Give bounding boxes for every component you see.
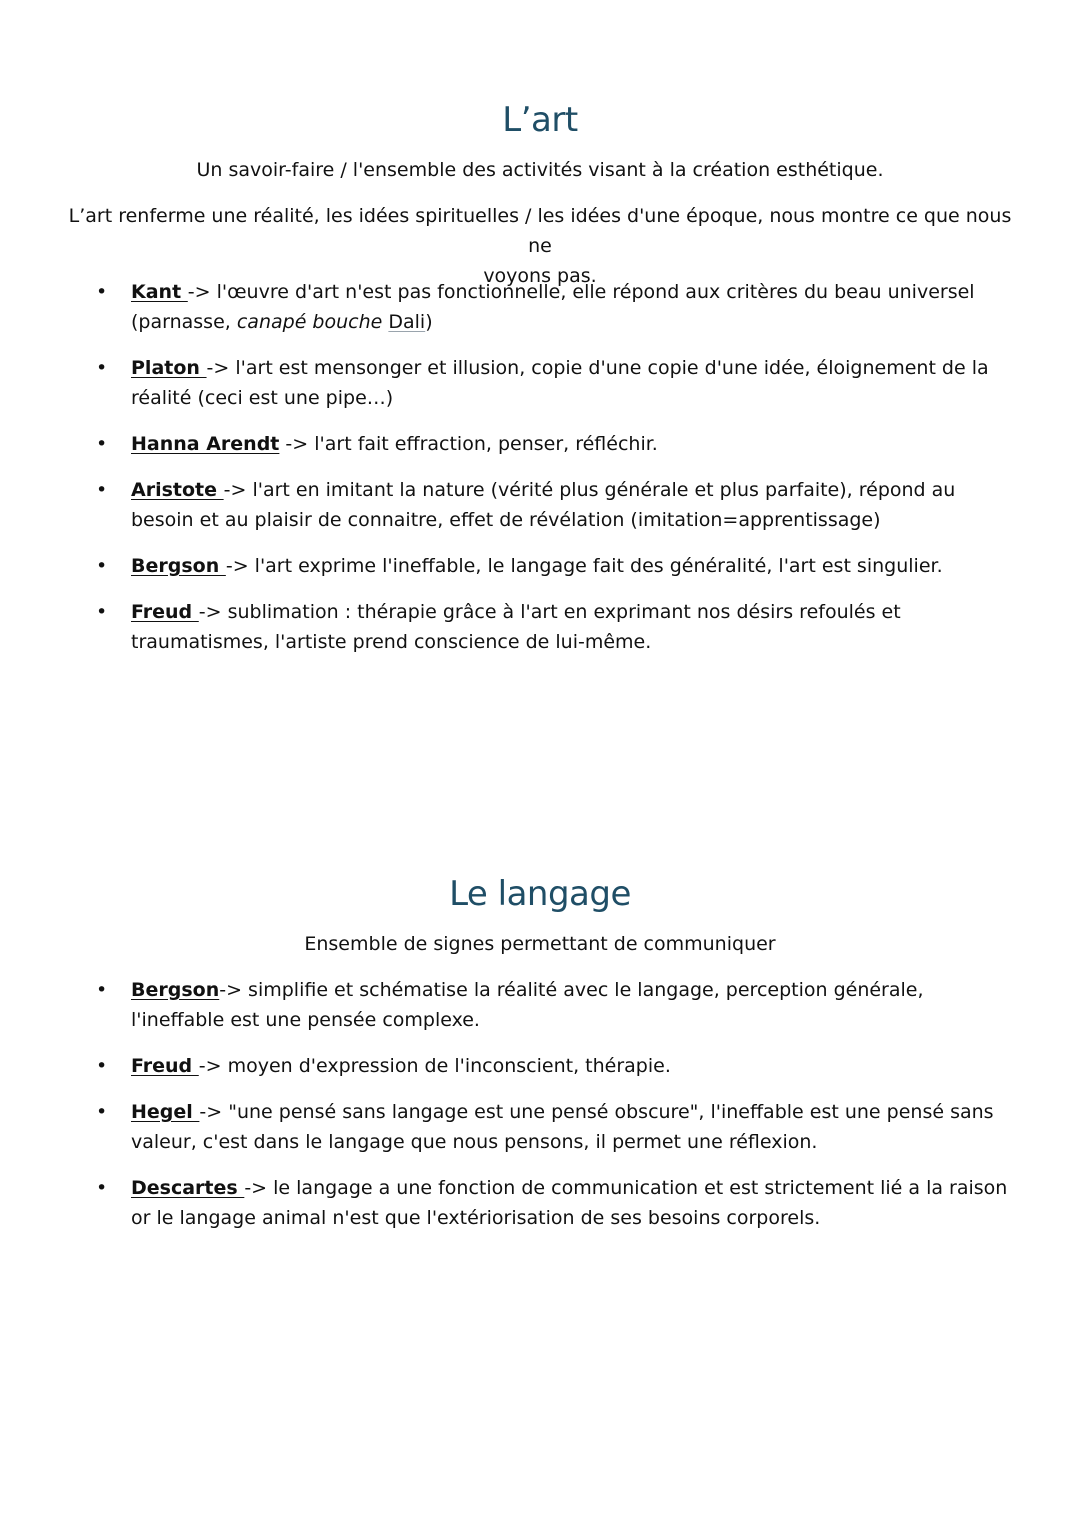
art-intro-line2: voyons pas. <box>483 265 597 287</box>
philosopher-name: Bergson <box>131 555 226 577</box>
item-text-end: ) <box>425 311 433 333</box>
langage-philosophers-list <box>0 975 1080 1249</box>
bullet-icon: • <box>96 479 108 501</box>
item-text: -> l'art en imitant la nature (vérité plus générale et plus parfaite), répond au besoin et au plaisir de connaitre, effet de révélation (imitation=apprentissage) <box>131 479 956 531</box>
bullet-icon: • <box>96 433 108 455</box>
list-item <box>0 1173 1080 1233</box>
list-item <box>0 353 1080 413</box>
philosopher-name: Platon <box>131 357 207 379</box>
art-philosophers-list <box>0 277 1080 673</box>
list-item <box>0 475 1080 535</box>
philosopher-name: Descartes <box>131 1177 245 1199</box>
philosopher-name: Hegel <box>131 1101 200 1123</box>
bullet-icon: • <box>96 357 108 379</box>
philosopher-name: Kant <box>131 281 188 303</box>
list-item <box>0 277 1080 337</box>
bullet-icon: • <box>96 281 108 303</box>
bullet-icon: • <box>96 555 108 577</box>
item-text: -> simplifie et schématise la réalité avec le langage, perception générale, l'ineffable est une pensée complexe. <box>131 979 924 1031</box>
philosopher-name: Bergson <box>131 979 220 1001</box>
bullet-icon: • <box>96 1101 108 1123</box>
list-item <box>0 975 1080 1035</box>
bullet-icon: • <box>96 1177 108 1199</box>
item-text: -> l'art est mensonger et illusion, copie d'une copie d'une idée, éloignement de la réalité (ceci est une pipe…) <box>131 357 989 409</box>
art-intro-line1: L’art renferme une réalité, les idées spirituelles / les idées d'une époque, nous montre ce que nous ne <box>68 205 1012 257</box>
item-text: -> le langage a une fonction de communication et est strictement lié a la raison or le langage animal n'est que l'extériorisation de ses besoins corporels. <box>131 1177 1008 1229</box>
bullet-icon: • <box>96 601 108 623</box>
bullet-icon: • <box>96 979 108 1001</box>
item-text: -> l'œuvre d'art n'est pas fonctionnelle, elle répond aux critères du beau universel (parnasse, <box>131 281 975 333</box>
langage-title: Le langage <box>449 874 631 914</box>
item-underlined-text: Dali <box>388 311 426 333</box>
philosopher-name: Aristote <box>131 479 224 501</box>
art-section <box>0 100 1080 291</box>
langage-section <box>0 874 1080 959</box>
list-item <box>0 429 1080 459</box>
list-item <box>0 1097 1080 1157</box>
item-text: -> sublimation : thérapie grâce à l'art en exprimant nos désirs refoulés et traumatismes, l'artiste prend conscience de lui-même. <box>131 601 901 653</box>
item-italic-text: canapé bouche <box>236 311 383 333</box>
list-item <box>0 551 1080 581</box>
philosopher-name: Freud <box>131 1055 199 1077</box>
item-text: -> moyen d'expression de l'inconscient, thérapie. <box>198 1055 671 1077</box>
langage-definition: Ensemble de signes permettant de communiquer <box>304 933 776 955</box>
art-title: L’art <box>502 100 578 140</box>
art-definition: Un savoir-faire / l'ensemble des activités visant à la création esthétique. <box>196 159 884 181</box>
item-text: -> "une pensé sans langage est une pensé obscure", l'ineffable est une pensé sans valeur, c'est dans le langage que nous pensons, il permet une réflexion. <box>131 1101 994 1153</box>
philosopher-name: Freud <box>131 601 199 623</box>
philosopher-name: Hanna Arendt <box>131 433 280 455</box>
item-text: -> l'art fait effraction, penser, réfléchir. <box>279 433 658 455</box>
bullet-icon: • <box>96 1055 108 1077</box>
list-item <box>0 597 1080 657</box>
item-text: -> l'art exprime l'ineffable, le langage fait des généralité, l'art est singulier. <box>225 555 943 577</box>
list-item <box>0 1051 1080 1081</box>
